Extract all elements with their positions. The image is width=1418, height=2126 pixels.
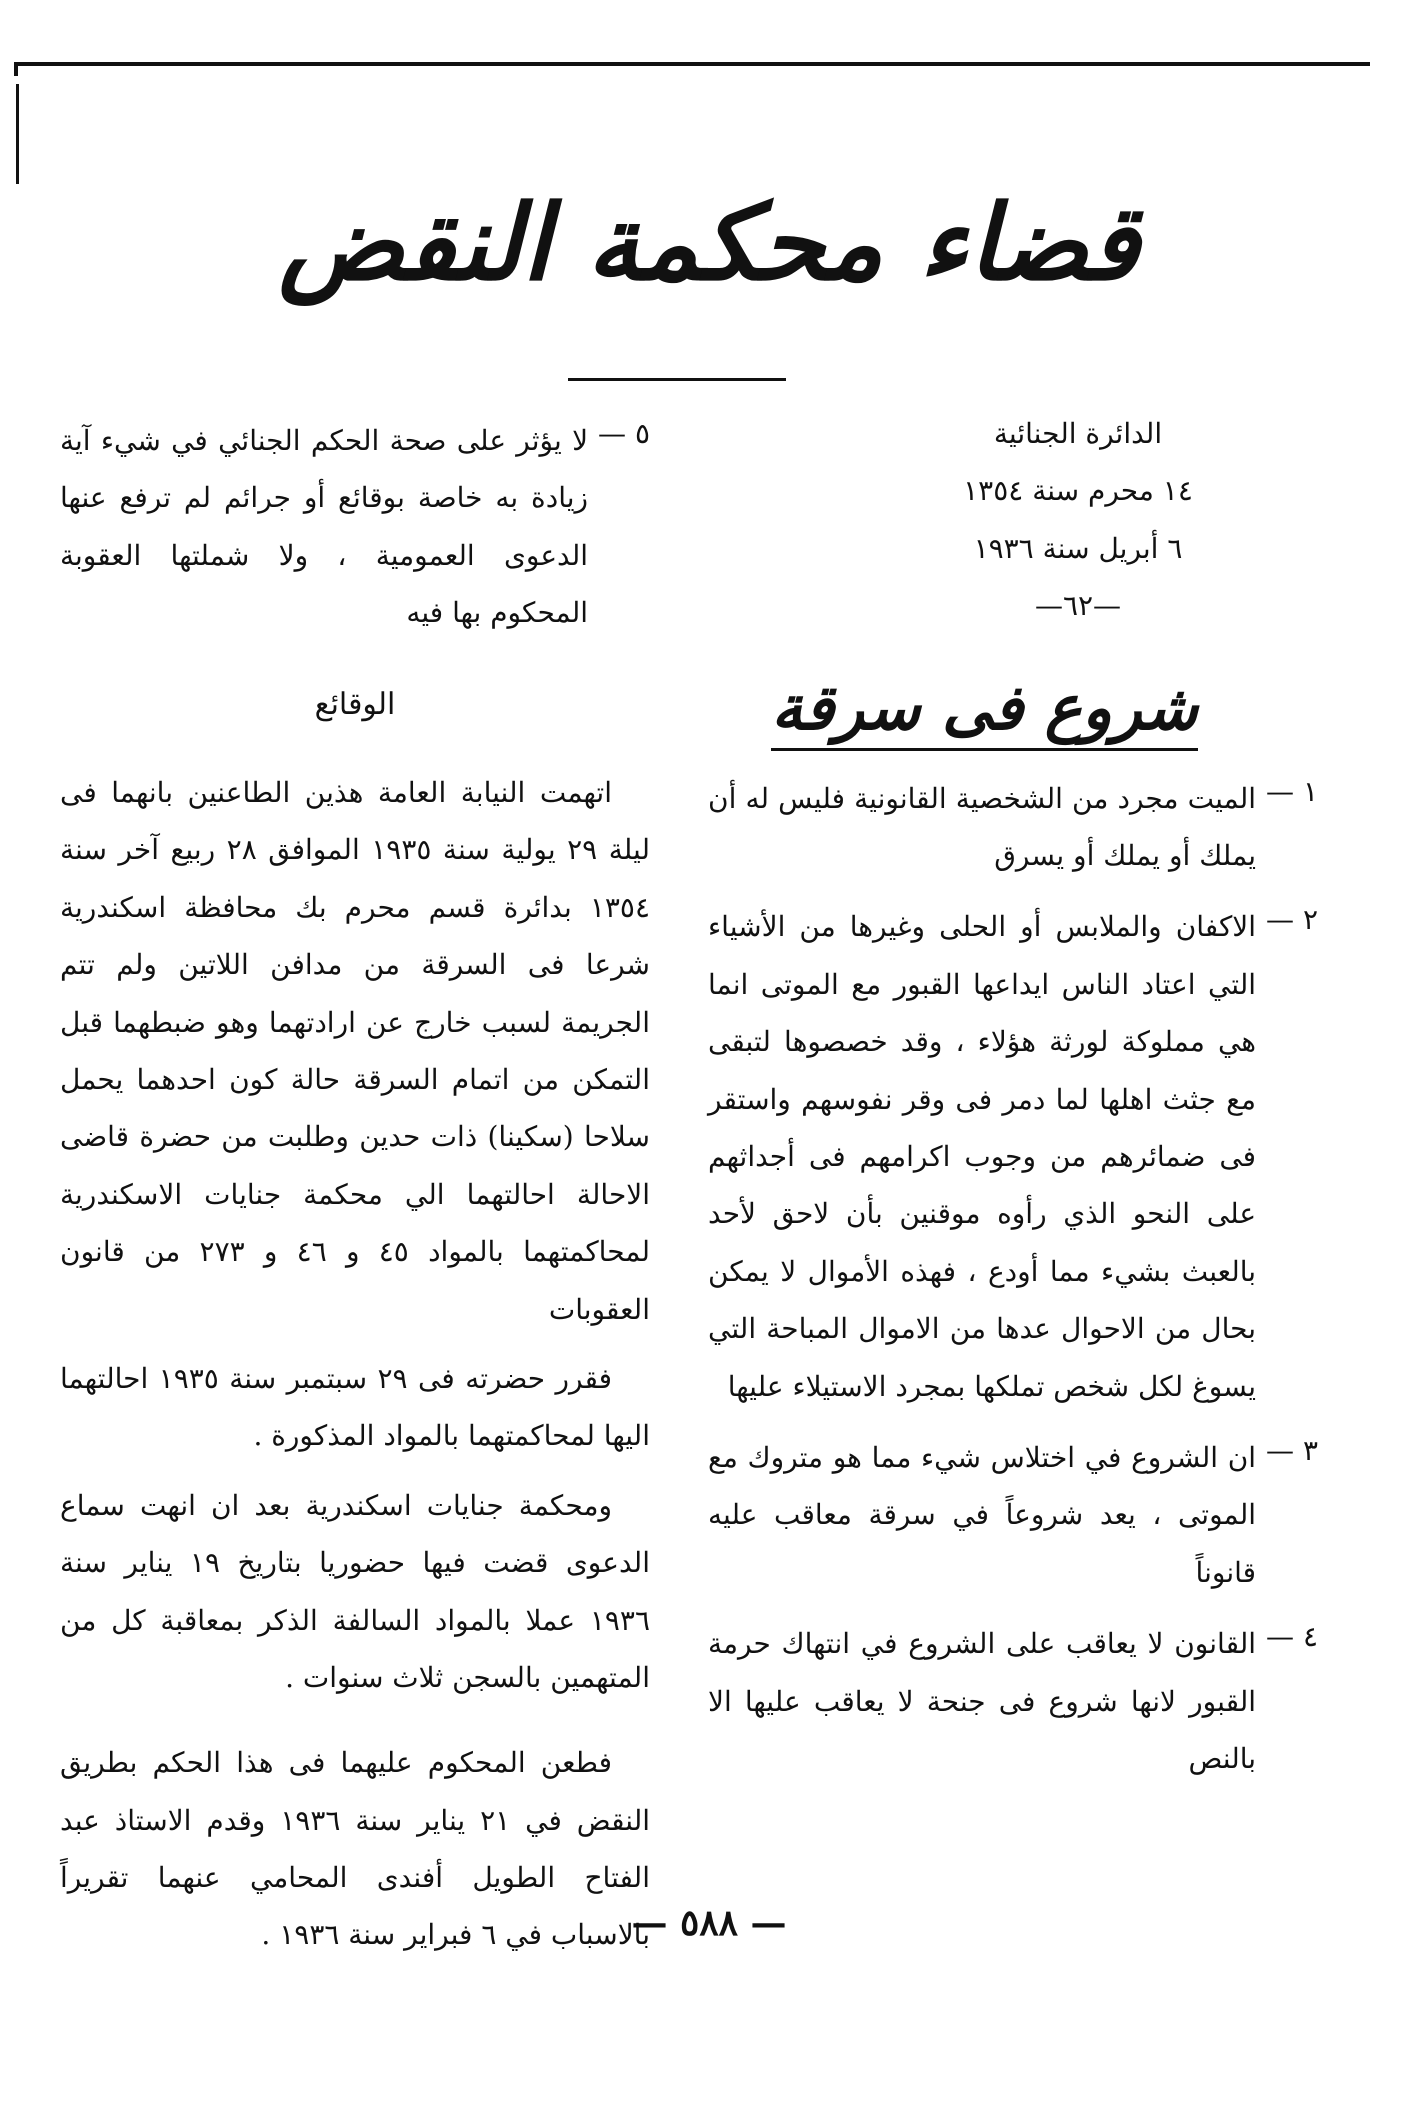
headnote-number: ١ — xyxy=(1266,774,1318,808)
left-column xyxy=(60,412,650,1976)
headnote-text: لا يؤثر على صحة الحكم الجنائي في شيء آية زيادة به خاصة بوقائع أو جرائم لم ترفع عنها الدعوى العمومية ، ولا شملتها العقوبة المحكوم بها فيه xyxy=(60,424,589,630)
facts-heading: الوقائع xyxy=(314,686,396,722)
section-title xyxy=(708,660,1318,756)
headnote-item xyxy=(708,770,1318,885)
headnote-number: ٣ — xyxy=(1266,1433,1318,1467)
headnote-number: ٢ — xyxy=(1266,903,1318,937)
title-underline xyxy=(568,378,786,381)
page-number: — ٥٨٨ — xyxy=(631,1902,787,1944)
headnote-text: القانون لا يعاقب على الشروع في انتهاك حرمة القبور لانها شروع فى جنحة لا يعاقب عليها الا بالنص xyxy=(708,1627,1257,1775)
facts-paragraph: فقرر حضرته فى ٢٩ سبتمبر سنة ١٩٣٥ احالتهما اليها لمحاكمتهما بالمواد المذكورة . xyxy=(60,1361,650,1453)
case-meta xyxy=(928,412,1228,628)
hijri-date: ١٤ محرم سنة ١٣٥٤ xyxy=(963,474,1193,508)
headnote-item xyxy=(708,898,1318,1415)
headnote-text: الاكفان والملابس أو الحلى وغيرها من الأشياء التي اعتاد الناس ايداعها القبور مع الموتى انما هي مملوكة لورثة هؤلاء ، وقد خصصوها لتبقى مع جثث اهلها لما دمر فى وقر نفوسهم واستقر فى ضمائرهم من وجوب اكرامهم فى أجداثهم على النحو الذي رأوه موقنين بأن لاحق لأحد بالعبث بشيء مما أودع ، فهذه الأموال لا يمكن بحال من الاحوال عدها من الاموال المباحة التي يسوغ لكل شخص تملكها بمجرد الاستيلاء عليها xyxy=(708,910,1257,1403)
headnote-item xyxy=(60,412,650,642)
circuit-name: الدائرة الجنائية xyxy=(993,417,1163,450)
headnote-number: ٥ — xyxy=(598,417,650,450)
case-number: —٦٢— xyxy=(1034,589,1122,623)
headnote-item xyxy=(708,1615,1318,1787)
facts-paragraph: اتهمت النيابة العامة هذين الطاعنين بانهما فى ليلة ٢٩ يولية سنة ١٩٣٥ الموافق ٢٨ ربيع آخر سنة ١٣٥٤ بدائرة قسم محرم بك محافظة اسكندرية شرعا فى السرقة من مدافن اللاتين ولم تتم الجريمة لسبب خارج عن ارادتهما وهو ضبطهما قبل التمكن من اتمام السرقة حالة كون احدهما يحمل سلاحا (سكينا) ذات حدين وطلبت من حضرة قاضى الاحالة احالتهما الي محكمة جنايات الاسكندرية لمحاكمتهما بالمواد ٤٥ و ٤٦ و ٢٧٣ من قانون العقوبات xyxy=(60,776,650,1326)
right-column xyxy=(708,412,1318,1801)
top-rule xyxy=(14,62,1370,66)
gregorian-date: ٦ أبريل سنة ١٩٣٦ xyxy=(973,531,1183,565)
headnote-text: ان الشروع في اختلاس شيء مما هو متروك مع الموتى ، يعد شروعاً في سرقة معاقب عليه قانوناً xyxy=(708,1440,1257,1589)
headnote-number: ٤ — xyxy=(1266,1620,1318,1654)
section-title-text: شروع فى سرقة xyxy=(771,671,1198,751)
headnote-item xyxy=(708,1429,1318,1601)
headnote-text: الميت مجرد من الشخصية القانونية فليس له أن يملك أو يملك أو يسرق xyxy=(708,781,1257,873)
top-rule-tick xyxy=(14,62,18,76)
page-header-title: قضاء محكمة النقض xyxy=(278,181,1140,304)
facts-paragraph: ومحكمة جنايات اسكندرية بعد ان انهت سماع الدعوى قضت فيها حضوريا بتاريخ ١٩ يناير سنة ١٩٣٦ عملا بالمواد السالفة الذكر بمعاقبة كل من المتهمين بالسجن ثلاث سنوات . xyxy=(60,1488,650,1694)
margin-bar xyxy=(16,84,19,184)
facts-paragraph: فطعن المحكوم عليهما فى هذا الحكم بطريق النقض في ٢١ يناير سنة ١٩٣٦ وقدم الاستاذ عبد الفتاح الطويل أفندى المحامي عنهما تقريراً بالاسباب في ٦ فبراير سنة ١٩٣٦ . xyxy=(60,1746,651,1952)
